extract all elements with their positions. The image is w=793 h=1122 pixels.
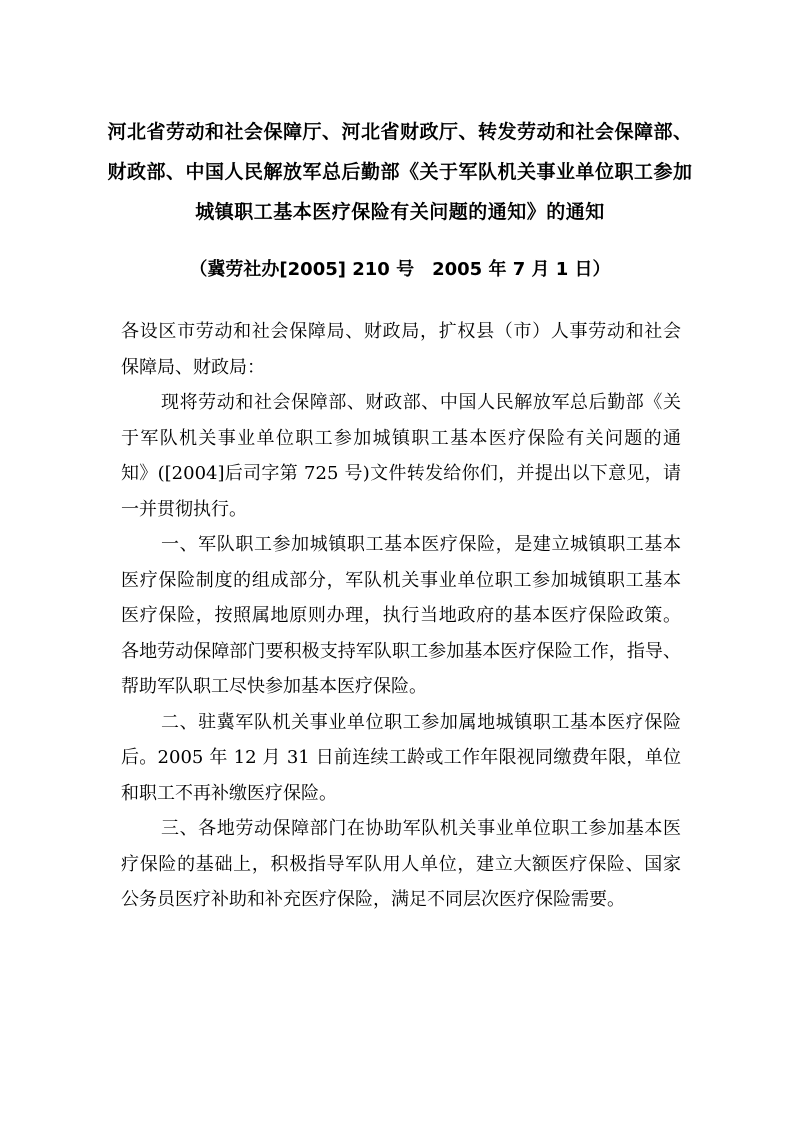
text-line: 于军队机关事业单位职工参加城镇职工基本医疗保险有关问题的通 xyxy=(121,427,681,449)
text-line: 保障局、财政局： xyxy=(121,356,265,378)
text-line: 三、各地劳动保障部门在协助军队机关事业单位职工参加基本医 xyxy=(161,818,681,839)
text-line: 后。2005 年 12 月 31 日前连续工龄或工作年限视同缴费年限，单位 xyxy=(121,747,681,768)
text-line: 二、驻冀军队机关事业单位职工参加属地城镇职工基本医疗保险 xyxy=(161,711,681,733)
text-line: 医疗保险制度的组成部分，军队机关事业单位职工参加城镇职工基本 xyxy=(121,569,681,591)
text-line: 公务员医疗补助和补充医疗保险，满足不同层次医疗保险需要。 xyxy=(121,889,625,910)
paragraph-intro xyxy=(121,385,681,527)
document-subtitle: （冀劳社办[2005] 210 号 2005 年 7 月 1 日） xyxy=(189,259,611,280)
text-line: 和职工不再补缴医疗保险。 xyxy=(121,782,337,804)
paragraph-addressee xyxy=(121,314,681,385)
paragraph-item-3 xyxy=(121,811,681,918)
paragraph-item-1 xyxy=(121,527,681,705)
text-line: 帮助军队职工尽快参加基本医疗保险。 xyxy=(121,676,427,697)
title-line: 河北省劳动和社会保障厅、河北省财政厅、转发劳动和社会保障部、 xyxy=(107,121,693,143)
text-line: 各设区市劳动和社会保障局、财政局，扩权县（市）人事劳动和社会 xyxy=(121,321,681,342)
text-line: 医疗保险，按照属地原则办理，执行当地政府的基本医疗保险政策。 xyxy=(121,605,681,626)
text-line: 各地劳动保障部门要积极支持军队职工参加基本医疗保险工作，指导、 xyxy=(121,640,681,662)
text-line: 疗保险的基础上，积极指导军队用人单位，建立大额医疗保险、国家 xyxy=(121,853,681,875)
text-line: 一并贯彻执行。 xyxy=(121,498,247,520)
document-title xyxy=(100,112,700,232)
paragraph-item-2 xyxy=(121,705,681,812)
title-line: 城镇职工基本医疗保险有关问题的通知》的通知 xyxy=(195,201,605,223)
document-body xyxy=(121,314,681,918)
text-line: 一、军队职工参加城镇职工基本医疗保险，是建立城镇职工基本 xyxy=(161,534,681,555)
text-line: 知》([2004]后司字第 725 号)文件转发给你们，并提出以下意见，请 xyxy=(121,463,681,484)
title-line: 财政部、中国人民解放军总后勤部《关于军队机关事业单位职工参加 xyxy=(107,161,693,183)
text-line: 现将劳动和社会保障部、财政部、中国人民解放军总后勤部《关 xyxy=(161,392,681,413)
